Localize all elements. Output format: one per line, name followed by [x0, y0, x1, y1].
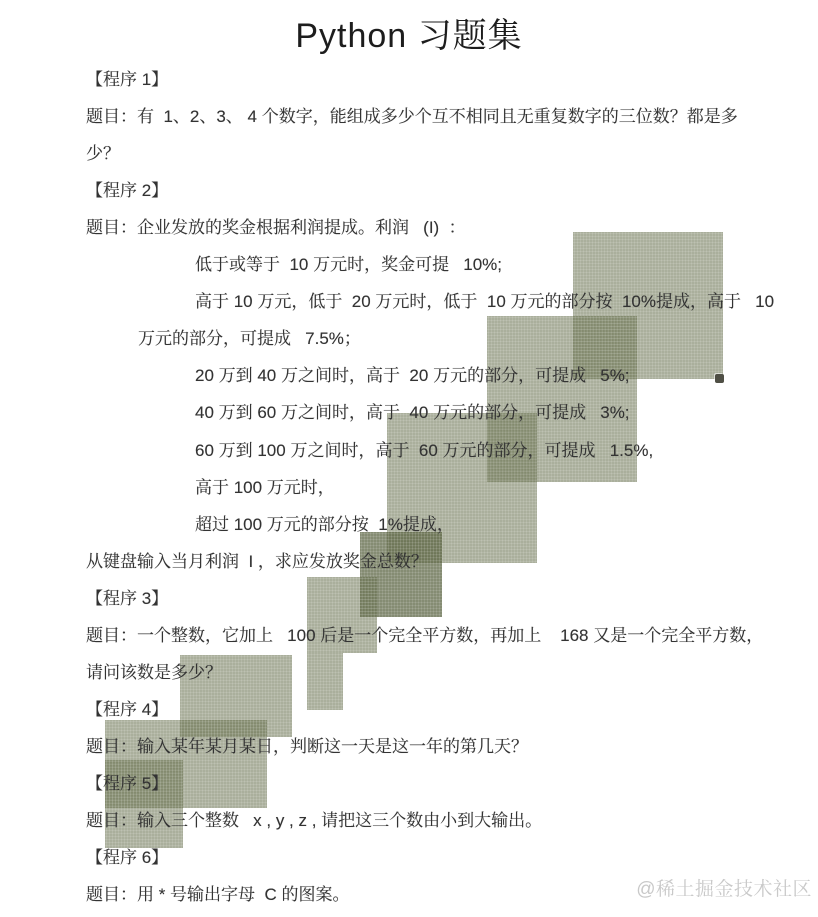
text-line: 【程序 4】	[86, 700, 169, 719]
text-line: 60 万到 100 万之间时，高于 60 万元的部分，可提成 1.5%,	[195, 441, 654, 460]
cursor-mark	[715, 374, 724, 383]
text-line: 40 万到 60 万之间时，高于 40 万元的部分，可提成 3%;	[195, 403, 630, 422]
text-line: 题目：输入三个整数 x , y , z , 请把这三个数由小到大输出。	[86, 811, 543, 830]
text-line: 【程序 6】	[86, 848, 169, 867]
text-line: 万元的部分，可提成 7.5%；	[138, 329, 361, 348]
text-line: 题目：有 1、2、3、 4 个数字，能组成多少个互不相同且无重复数字的三位数？都是多	[86, 107, 738, 126]
text-line: 【程序 1】	[86, 70, 169, 89]
text-line: 题目：企业发放的奖金根据利润提成。利润 (I) ：	[86, 218, 466, 237]
text-line: 从键盘输入当月利润 I ，求应发放奖金总数？	[86, 552, 428, 571]
page-title: Python 习题集	[295, 17, 523, 55]
text-line: 高于 10 万元，低于 20 万元时，低于 10 万元的部分按 10%提成，高于 10	[195, 292, 775, 311]
watermark-stamp	[307, 653, 343, 710]
text-line: 高于 100 万元时，	[195, 478, 335, 497]
text-line: 20 万到 40 万之间时，高于 20 万元的部分，可提成 5%;	[195, 366, 630, 385]
text-line: 请问该数是多少？	[86, 663, 222, 682]
text-line: 低于或等于 10 万元时，奖金可提 10%;	[195, 255, 502, 274]
text-line: 超过 100 万元的部分按 1%提成，	[195, 515, 454, 534]
text-line: 【程序 5】	[86, 774, 169, 793]
text-line: 【程序 3】	[86, 589, 169, 608]
text-line: 题目：输入某年某月某日，判断这一天是这一年的第几天？	[86, 737, 528, 756]
text-line: 题目：用 * 号输出字母 C 的图案。	[86, 885, 350, 904]
text-line: 题目：一个整数，它加上 100 后是一个完全平方数，再加上 168 又是一个完全平方数，	[86, 626, 764, 645]
text-line: 【程序 2】	[86, 181, 169, 200]
community-watermark: @稀土掘金技术社区	[636, 879, 812, 900]
text-line: 少？	[86, 144, 120, 163]
